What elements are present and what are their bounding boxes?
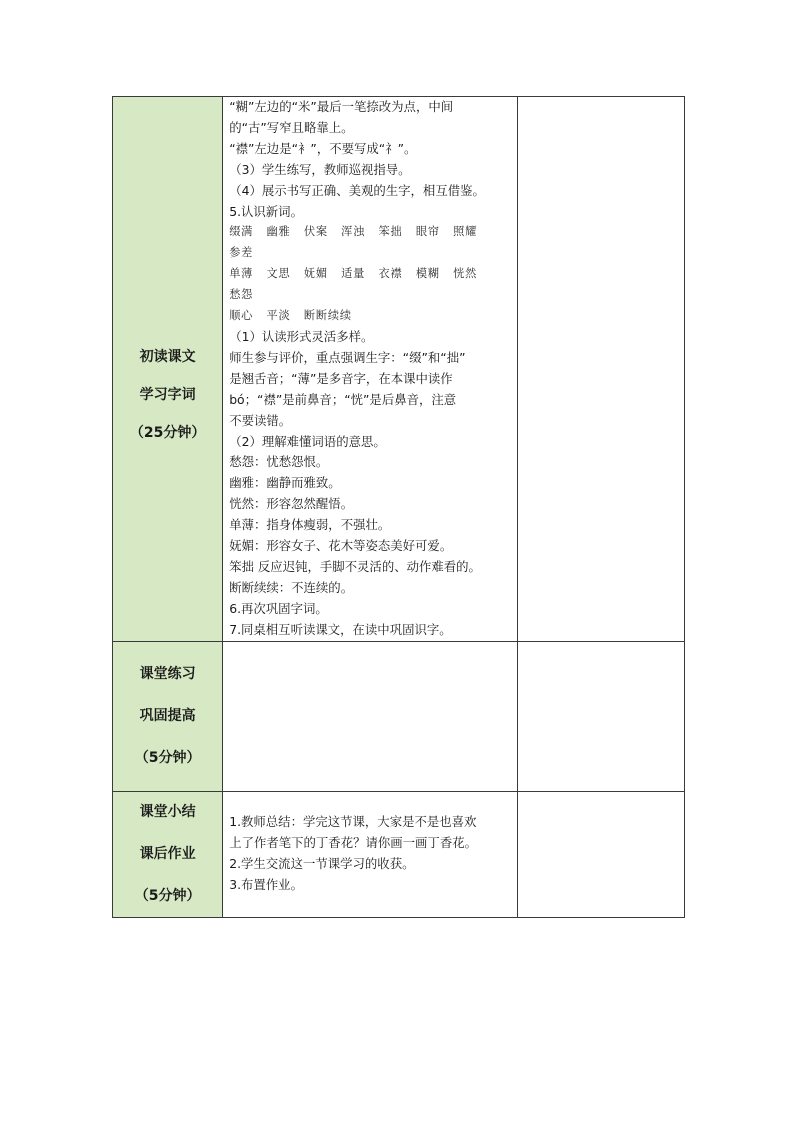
content-line: 幽雅：幽静而雅致。 [229,475,341,491]
content-line: bó；“襟”是前鼻音；“恍”是后鼻音，注意 [229,391,457,407]
vocab-line: 愁怨 [229,288,254,302]
content-line: 单薄：指身体瘦弱，不强壮。 [229,517,391,533]
content-line: 断断续续：不连续的。 [229,579,354,595]
content-line: 7.同桌相互听读课文，在读中巩固识字。 [229,621,452,637]
content-line: 上了作者笔下的丁香花？请你画一画丁香花。 [229,835,477,851]
content-line: 3.布置作业。 [229,876,303,892]
stage-duration: （25分钟） [129,424,206,441]
content-line: 6.再次巩固字词。 [229,600,328,616]
lesson-plan-table [112,96,685,918]
content-line: “糊”左边的“米”最后一笔捺改为点，中间 [229,99,454,114]
vocab-line: 单薄 文思 妩媚 适量 衣襟 模糊 恍然 [229,267,478,281]
stage-title: 初读课文 [139,348,196,365]
content-line: 妩媚：形容女子、花木等姿态美好可爱。 [229,538,453,554]
vocab-line: 顺心 平淡 断断续续 [229,309,352,323]
content-line: 是翘舌音；“薄”是多音字，在本课中读作 [229,370,453,386]
content-line: 不要读错。 [229,412,292,428]
vocab-line: 参差 [229,246,254,260]
stage-cell [113,97,223,642]
stage-duration: （5分钟） [134,750,201,767]
content-line: 笨拙 反应迟钝，手脚不灵活的、动作难看的。 [229,558,481,574]
content-line: 1.教师总结：学完这节课，大家是不是也喜欢 [229,814,477,830]
table-row [113,97,685,642]
content-line: 师生参与评价，重点强调生字：“缀”和“拙” [229,349,466,365]
table-row [113,791,685,917]
table-row [113,641,685,791]
notes-cell [517,641,684,791]
stage-cell [113,641,223,791]
content-line: （2）理解难懂词语的意思。 [229,433,386,449]
notes-cell [517,97,684,642]
content-line: 5.认识新词。 [229,203,303,219]
vocab-line: 缀满 幽雅 伏案 浑浊 笨拙 眼帘 照耀 [229,225,478,239]
stage-subtitle: 学习字词 [139,386,196,403]
stage-title: 课堂练习 [139,666,196,683]
content-line: 2.学生交流这一节课学习的收获。 [229,856,415,872]
stage-subtitle: 巩固提高 [139,708,196,725]
content-line: 恍然：形容忽然醒悟。 [229,496,354,512]
content-line: （3）学生练写，教师巡视指导。 [229,161,411,177]
stage-title: 课堂小结 [139,804,196,821]
content-line: （1）认读形式灵活多样。 [229,328,374,344]
stage-cell [113,791,223,917]
content-line: 愁怨：忧愁怨恨。 [229,454,329,470]
content-cell [223,641,518,791]
stage-duration: （5分钟） [134,888,201,905]
stage-subtitle: 课后作业 [139,846,196,863]
content-line: （4）展示书写正确、美观的生字，相互借鉴。 [229,182,485,198]
content-cell [223,97,518,642]
content-line: “襟”左边是“衤”，不要写成“礻”。 [229,140,417,156]
content-cell [223,791,518,917]
notes-cell [517,791,684,917]
content-line: 的“古”写窄且略靠上。 [229,119,354,135]
